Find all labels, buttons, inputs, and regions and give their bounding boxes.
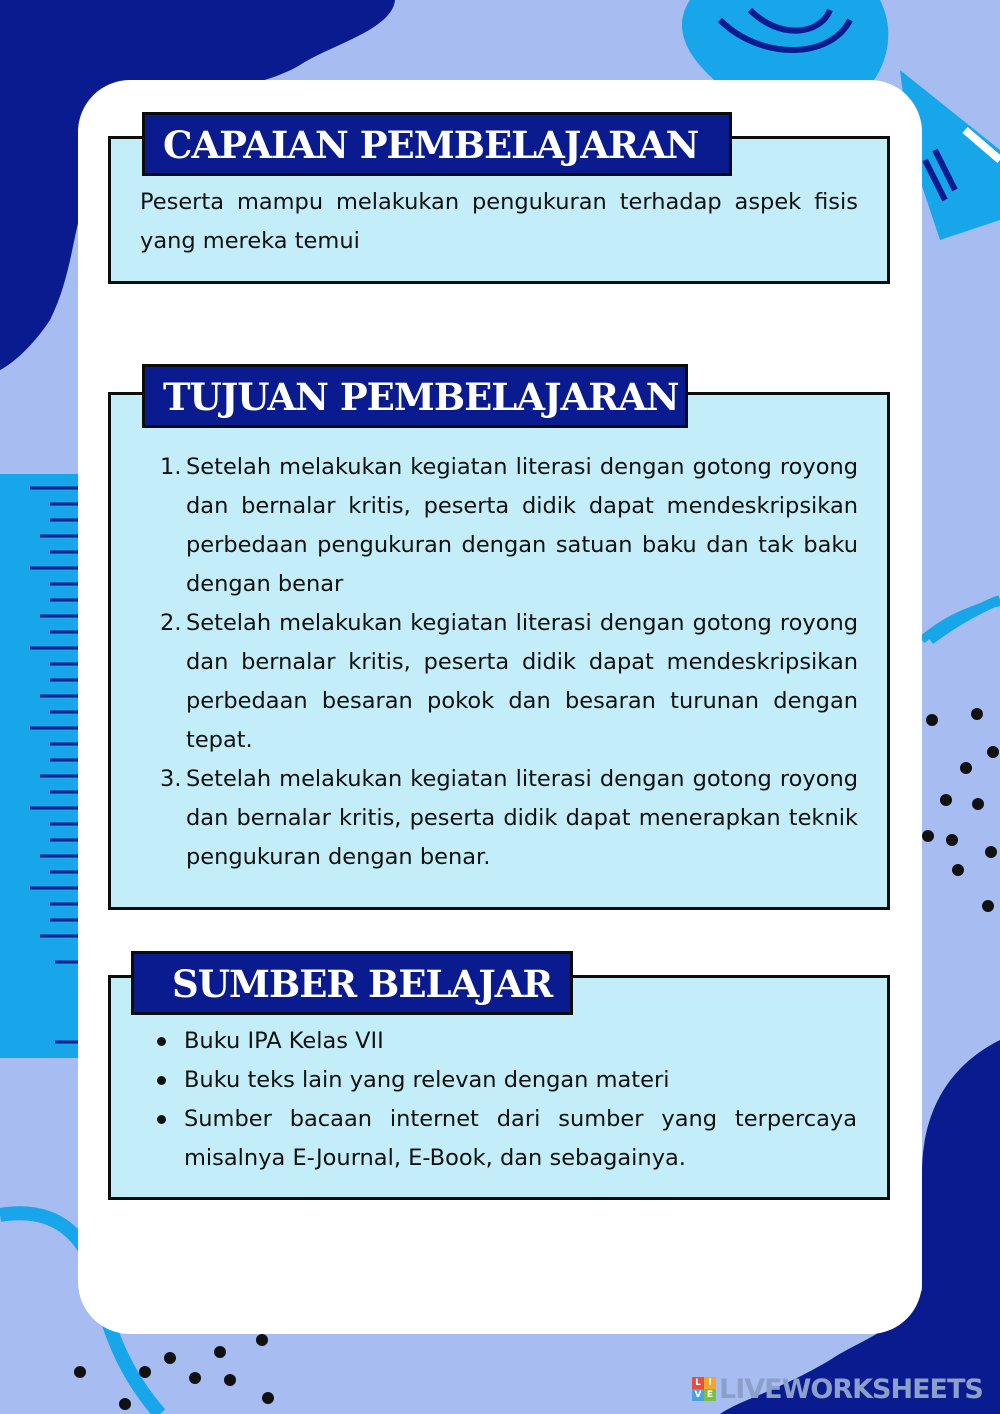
list-item-text: Setelah melakukan kegiatan literasi dengan gotong royong dan bernalar kritis, peserta didik dapat menerapkan teknik pengukuran dengan benar. (186, 766, 858, 870)
list-item-text: Sumber bacaan internet dari sumber yang terpercaya misalnya E-Journal, E-Book, dan sebagainya. (184, 1106, 857, 1171)
list-item-number: 2. (160, 610, 182, 636)
capaian-title: CAPAIAN PEMBELAJARAN (142, 112, 732, 176)
list-item-text: Setelah melakukan kegiatan literasi dengan gotong royong dan bernalar kritis, peserta didik dapat mendeskripsikan perbedaan besaran pokok dan besaran turunan dengan tepat. (186, 610, 858, 753)
list-item (160, 448, 858, 604)
list-item-number: 1. (160, 454, 182, 480)
list-item (155, 1100, 857, 1178)
dots-pattern-right (922, 708, 999, 912)
list-item (160, 604, 858, 760)
bullet-icon (157, 1076, 166, 1085)
liveworksheets-logo-icon: L I V E (692, 1377, 716, 1401)
liveworksheets-watermark[interactable] (692, 1372, 983, 1406)
list-item-number: 3. (160, 766, 182, 792)
sumber-title: SUMBER BELAJAR (131, 951, 573, 1015)
list-item-text: Buku teks lain yang relevan dengan materi (184, 1067, 670, 1093)
bullet-icon (157, 1037, 166, 1046)
list-item-text: Buku IPA Kelas VII (184, 1028, 384, 1054)
ruler-icon (0, 474, 78, 1058)
watermark-text: LIVEWORKSHEETS (719, 1373, 983, 1405)
list-item (155, 1022, 857, 1061)
list-item (160, 760, 858, 877)
bullet-icon (157, 1115, 166, 1124)
list-item (155, 1061, 857, 1100)
tujuan-title: TUJUAN PEMBELAJARAN (142, 364, 688, 428)
sumber-list (155, 1022, 857, 1178)
dots-pattern-bottom-left (74, 1334, 274, 1410)
list-item-text: Setelah melakukan kegiatan literasi dengan gotong royong dan bernalar kritis, peserta didik dapat mendeskripsikan perbedaan pengukuran dengan satuan baku dan tak baku dengan benar (186, 454, 858, 597)
capaian-text: Peserta mampu melakukan pengukuran terhadap aspek fisis yang mereka temui (140, 189, 858, 254)
tujuan-list (160, 448, 858, 877)
